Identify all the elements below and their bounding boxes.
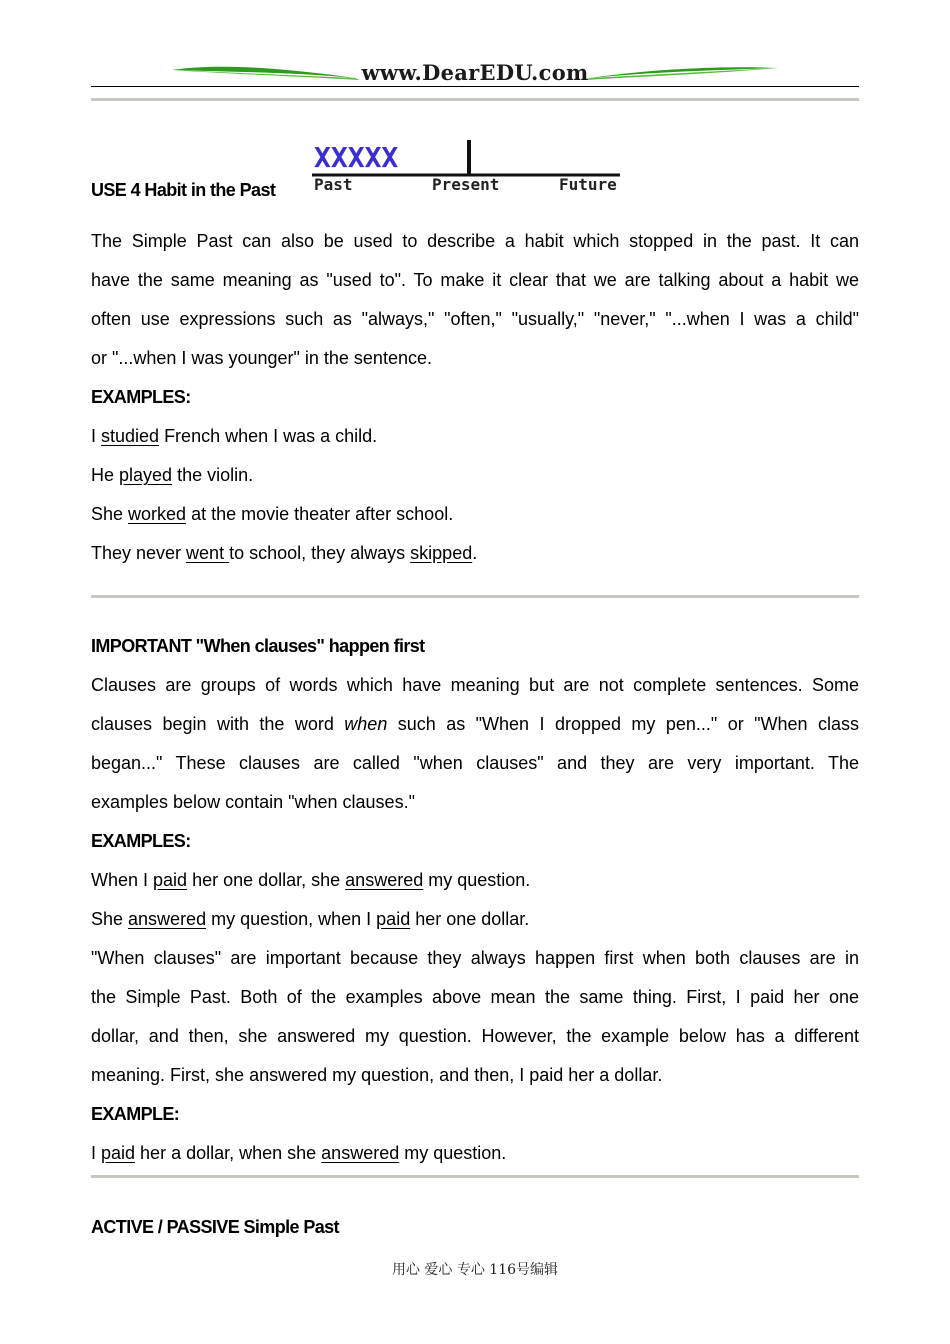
- verb: played: [119, 465, 173, 485]
- emphasis: when: [344, 714, 388, 734]
- timeline-label-present: Present: [432, 175, 500, 194]
- section-divider: [91, 1175, 859, 1178]
- verb: answered: [128, 909, 207, 929]
- page-footer: 用心 爱心 专心 116号编辑: [391, 1262, 559, 1278]
- paragraph-line: clauses begin with the word when such as "When I dropped my pen..." or "When class: [91, 714, 860, 734]
- header-divider: [91, 98, 859, 101]
- verb: studied: [101, 426, 160, 446]
- verb: paid: [101, 1143, 136, 1163]
- verb: answered: [345, 870, 424, 890]
- example-label: EXAMPLE:: [91, 1104, 180, 1124]
- verb: worked: [128, 504, 187, 524]
- paragraph-line: have the same meaning as "used to". To make it clear that we are talking about a habit we: [91, 270, 859, 290]
- paragraph-line: The Simple Past can also be used to describe a habit which stopped in the past. It can: [91, 231, 859, 251]
- section-heading-when-clauses: IMPORTANT "When clauses" happen first: [91, 636, 425, 656]
- logo-text: www.DearEDU.com: [361, 60, 589, 85]
- example-sentence: He played the violin.: [91, 465, 254, 485]
- paragraph-line: dollar, and then, she answered my question. However, the example below has a different: [91, 1026, 859, 1046]
- example-sentence: I paid her a dollar, when she answered my question.: [91, 1143, 507, 1163]
- example-sentence: They never went to school, they always skipped.: [91, 543, 478, 563]
- paragraph-line: "When clauses" are important because they always happen first when both clauses are in: [91, 948, 859, 968]
- section-divider: [91, 595, 859, 598]
- example-sentence: She answered my question, when I paid her one dollar.: [91, 909, 530, 929]
- section-heading-habit: USE 4 Habit in the Past: [91, 180, 276, 200]
- verb: paid: [376, 909, 411, 929]
- example-sentence: She worked at the movie theater after school.: [91, 504, 454, 524]
- example-sentence: When I paid her one dollar, she answered my question.: [91, 870, 531, 890]
- header-rule: [91, 86, 859, 87]
- paragraph-line: the Simple Past. Both of the examples above mean the same thing. First, I paid her one: [91, 987, 859, 1007]
- verb: went: [186, 543, 230, 563]
- example-sentence: I studied French when I was a child.: [91, 426, 378, 446]
- examples-label: EXAMPLES:: [91, 831, 191, 851]
- paragraph-line: or "...when I was younger" in the sentence.: [91, 348, 432, 368]
- paragraph-line: meaning. First, she answered my question, and then, I paid her a dollar.: [91, 1065, 663, 1085]
- examples-label: EXAMPLES:: [91, 387, 191, 407]
- verb: skipped: [410, 543, 473, 563]
- section-heading-active-passive: ACTIVE / PASSIVE Simple Past: [91, 1217, 339, 1237]
- verb: answered: [321, 1143, 400, 1163]
- timeline-label-past: Past: [314, 175, 353, 194]
- paragraph-line: often use expressions such as "always," "often," "usually," "never," "...when I was a child": [91, 309, 859, 329]
- paragraph-line: began..." These clauses are called "when clauses" and they are very important. The: [91, 753, 859, 773]
- timeline-label-future: Future: [559, 175, 617, 194]
- timeline-diagram: [312, 136, 632, 200]
- verb: paid: [153, 870, 188, 890]
- paragraph-line: examples below contain "when clauses.": [91, 792, 415, 812]
- paragraph-line: Clauses are groups of words which have meaning but are not complete sentences. Some: [91, 675, 859, 695]
- timeline-marks: XXXXX: [314, 141, 399, 174]
